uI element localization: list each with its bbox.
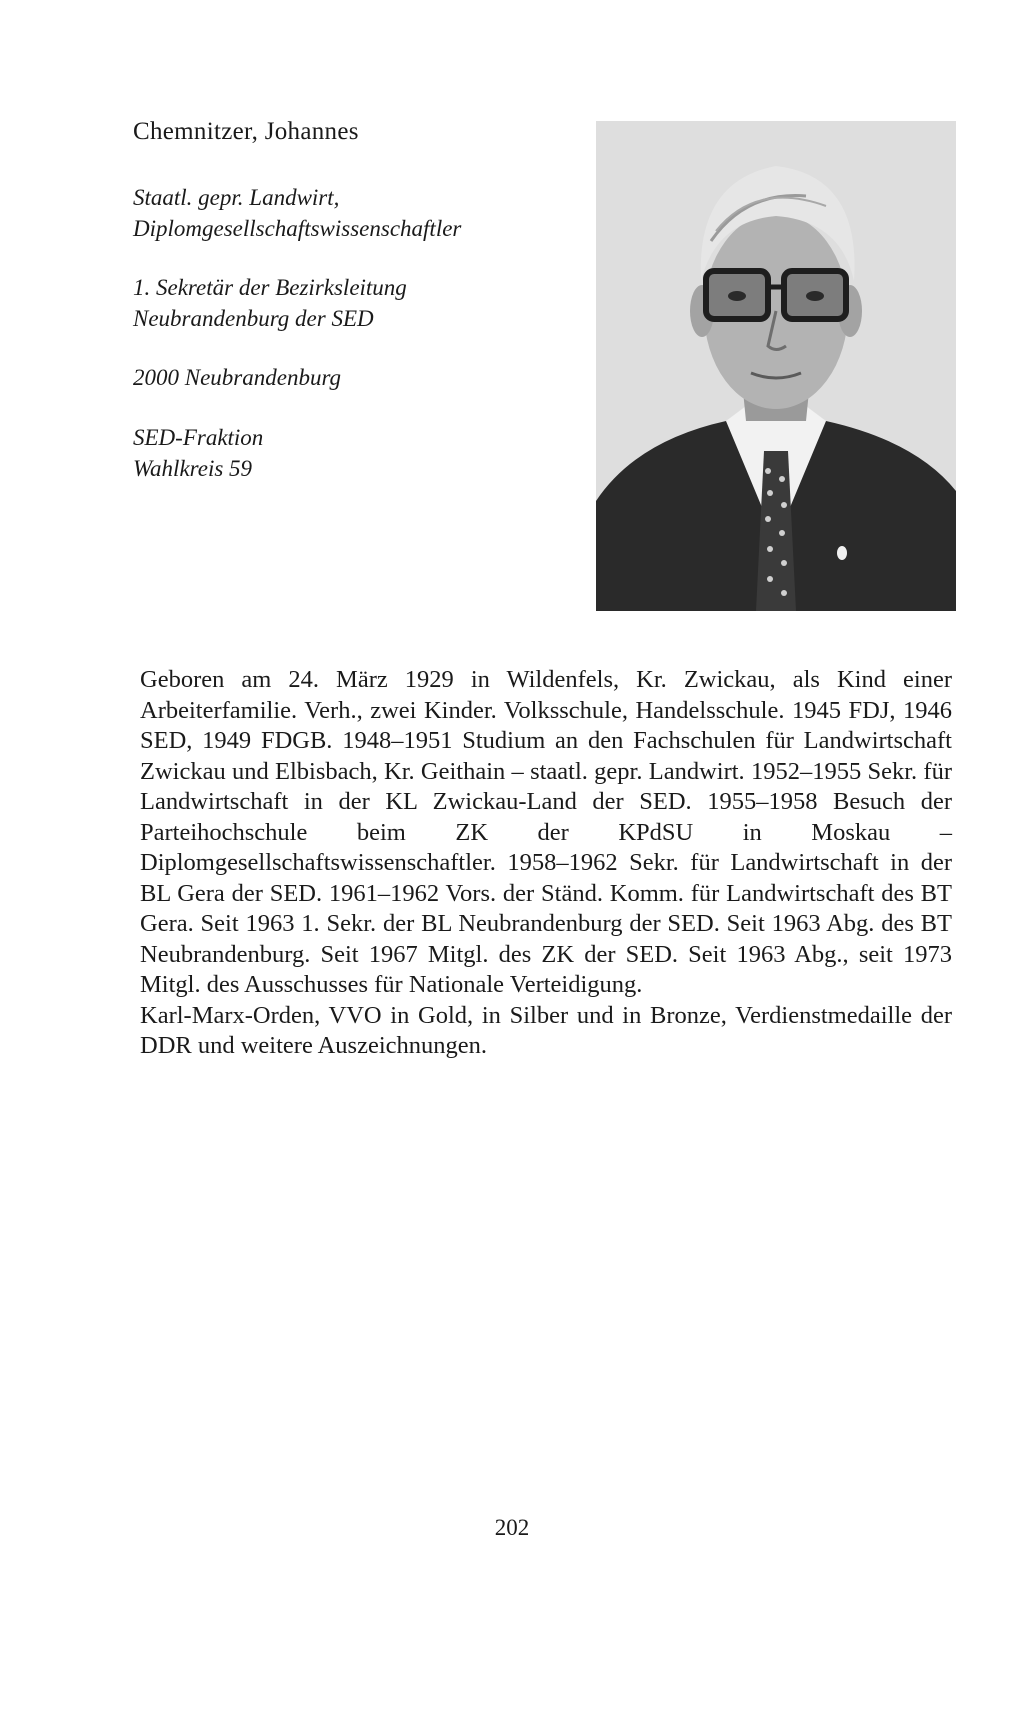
position-line: 1. Sekretär der Bezirksleitung	[133, 275, 407, 300]
biography	[140, 665, 952, 1062]
profession-line: Staatl. gepr. Landwirt,	[133, 185, 340, 210]
profession	[133, 182, 461, 244]
faction	[133, 422, 263, 484]
entry-name: Chemnitzer, Johannes	[133, 118, 359, 145]
biography-paragraph: Geboren am 24. März 1929 in Wildenfels, Kr. Zwickau, als Kind einer Arbeiterfamilie. Verh., zwei Kinder. Volksschule, Handelsschule. 1945 FDJ, 1946 SED, 1949 FDGB. 1948–1951 Studium an den Fachschulen für Landwirtschaft Zwickau und Elbisbach, Kr. Geithain – staatl. gepr. Landwirt. 1952–1955 Sekr. für Landwirtschaft in der KL Zwickau-Land der SED. 1955–1958 Besuch der Parteihochschule beim ZK der KPdSU in Moskau – Diplomgesellschaftswissenschaftler. 1958–1962 Sekr. für Landwirtschaft in der BL Gera der SED. 1961–1962 Vors. der Ständ. Komm. für Landwirtschaft des BT Gera. Seit 1963 1. Sekr. der BL Neubrandenburg der SED. Seit 1963 Abg. des BT Neubrandenburg. Seit 1967 Mitgl. des ZK der SED. Seit 1963 Abg., seit 1973 Mitgl. des Ausschusses für Nationale Verteidigung.	[140, 666, 952, 998]
faction-line: SED-Fraktion	[133, 425, 264, 450]
address	[133, 362, 341, 393]
awards-paragraph: Karl-Marx-Orden, VVO in Gold, in Silber und in Bronze, Verdienstmedaille der DDR und weitere Auszeichnungen.	[140, 1001, 952, 1059]
position	[133, 272, 407, 334]
constituency-line: Wahlkreis 59	[133, 456, 253, 481]
portrait-photo	[596, 121, 956, 611]
portrait-illustration	[596, 121, 956, 611]
page-number: 202	[494, 1515, 530, 1540]
position-line: Neubrandenburg der SED	[133, 306, 374, 331]
address-line: 2000 Neubrandenburg	[133, 365, 342, 390]
profession-line: Diplomgesellschaftswissenschaftler	[133, 216, 462, 241]
